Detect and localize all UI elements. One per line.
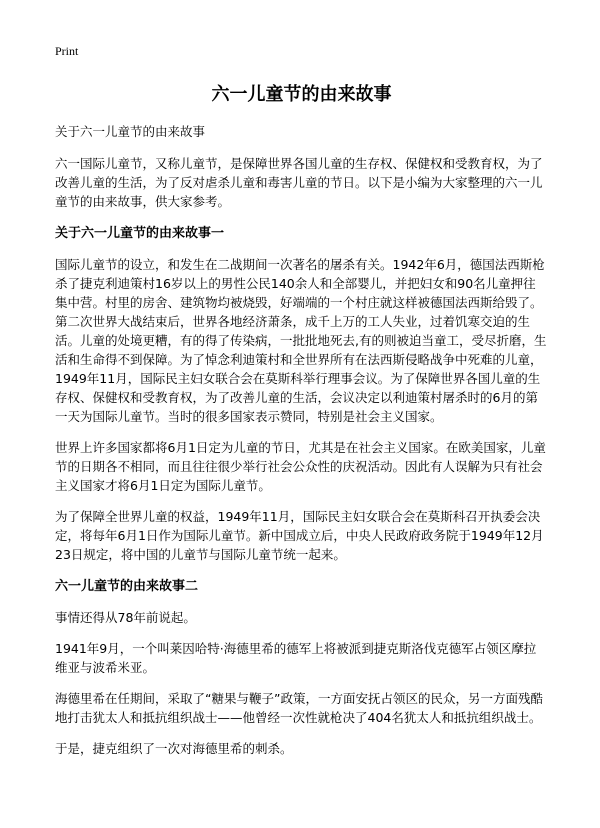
section-1-paragraph-2: 世界上许多国家都将6月1日定为儿童的节日，尤其是在社会主义国家。在欧美国家，儿童节的日期各不相同，而且往往很少举行社会公众性的庆祝活动。因此有人误解为只有社会主义国家才将6月1日定为国际儿童节。 [55, 440, 546, 493]
section-1-paragraph-3: 为了保障全世界儿童的权益，1949年11月，国际民主妇女联合会在莫斯科召开执委会决定，将每年6月1日作为国际儿童节。新中国成立后，中央人民政府政务院于1949年12月23日规定，将中国的儿童节与国际儿童节统一起来。 [55, 509, 544, 562]
print-link[interactable]: Print [55, 44, 79, 58]
section-2-paragraph-1: 事情还得从78年前说起。 [55, 610, 196, 625]
section-2-paragraph-3: 海德里希在任期间，采取了“糖果与鞭子”政策，一方面安抚占领区的民众，另一方面残酷地打击犹太人和抵抗组织战士——他曾经一次性就枪决了404名犹太人和抵抗组织战士。 [55, 691, 543, 725]
article-subtitle: 关于六一儿童节的由来故事 [55, 124, 206, 139]
section-heading-2: 六一儿童节的由来故事二 [55, 579, 199, 594]
section-2-paragraph-4: 于是，捷克组织了一次对海德里希的刺杀。 [55, 741, 293, 756]
section-1-paragraph-1: 国际儿童节的设立，和发生在二战期间一次著名的屠杀有关。1942年6月，德国法西斯枪杀了捷克利迪策村16岁以上的男性公民140余人和全部婴儿，并把妇女和90名儿童押往集中营。村里的房舍、建筑物均被烧毁，好端端的一个村庄就这样被德国法西斯给毁了。第二次世界大战结束后，世界各地经济萧条，成千上万的工人失业，过着饥寒交迫的生活。儿童的处境更糟，有的得了传染病，一批批地死去,有的则被迫当童工，受尽折磨，生活和生命得不到保障。为了悼念利迪策村和全世界所有在法西斯侵略战争中死难的儿童，1949年11月，国际民主妇女联合会在莫斯科举行理事会议。为了保障世界各国儿童的生存权、保健权和受教育权，为了改善儿童的生活，会议决定以利迪策村屠杀时的6月的第一天为国际儿童节。当时的很多国家表示赞同，特别是社会主义国家。 [55, 257, 547, 424]
page-title: 六一儿童节的由来故事 [211, 84, 392, 105]
section-2-paragraph-2: 1941年9月，一个叫莱因哈特·海德里希的德军上将被派到捷克斯洛伐克德军占领区摩拉维亚与波希米亚。 [55, 641, 537, 675]
section-heading-1: 关于六一儿童节的由来故事一 [55, 226, 225, 241]
intro-paragraph: 六一国际儿童节，又称儿童节，是保障世界各国儿童的生存权、保健权和受教育权，为了改善儿童的生活，为了反对虐杀儿童和毒害儿童的节日。以下是小编为大家整理的六一儿童节的由来故事，供大家参考。 [55, 156, 543, 209]
